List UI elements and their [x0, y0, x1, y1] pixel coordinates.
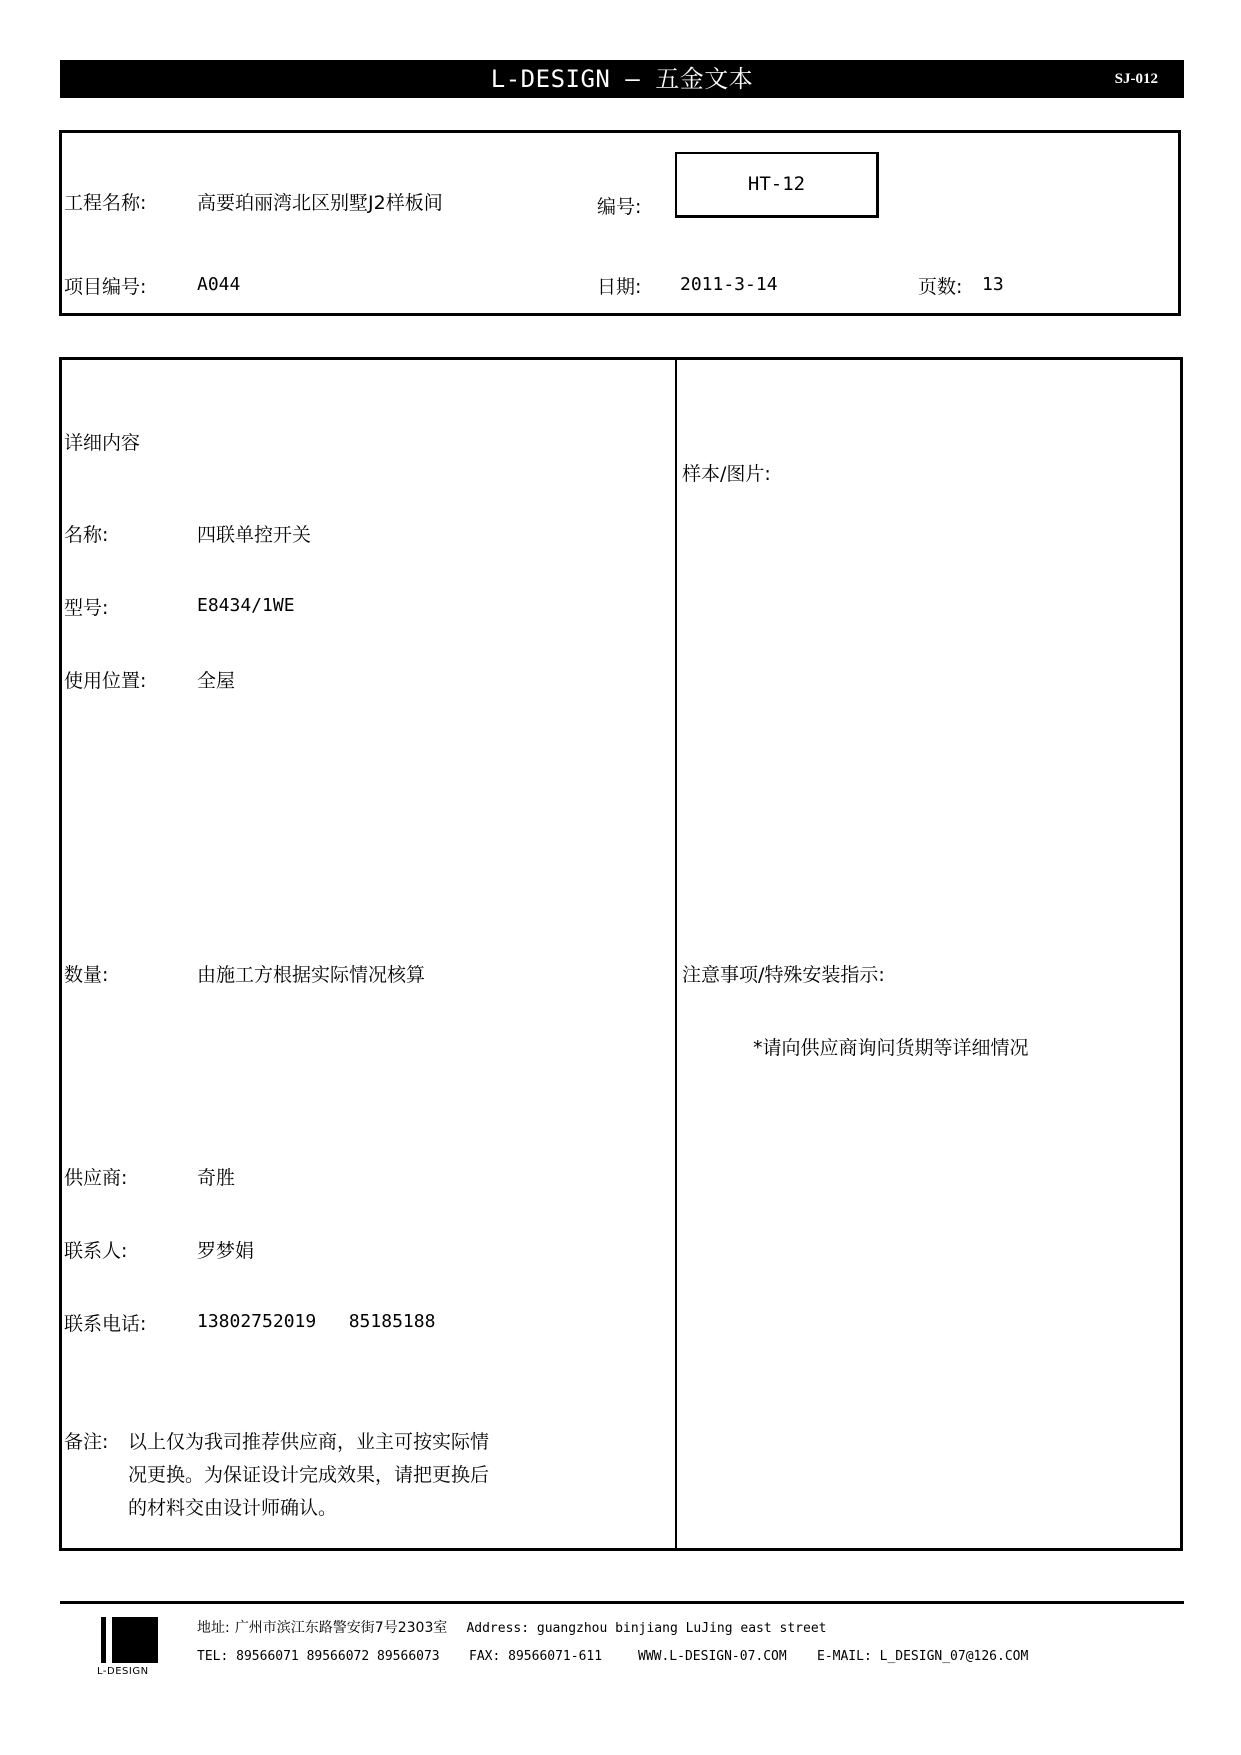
fax-text: FAX: 89566071-611 — [469, 1649, 603, 1664]
phone-label: 联系电话: — [64, 1313, 147, 1335]
pages-label: 页数: — [918, 276, 963, 298]
contact-value: 罗梦娟 — [197, 1240, 255, 1262]
number-label: 编号: — [597, 196, 642, 218]
document-code: SJ-012 — [1114, 71, 1158, 87]
notice-text: *请向供应商询问货期等详细情况 — [753, 1037, 1029, 1059]
pages-value: 13 — [982, 274, 1004, 295]
remark-line-1: 以上仅为我司推荐供应商，业主可按实际情 — [128, 1431, 490, 1453]
supplier-value: 奇胜 — [197, 1167, 236, 1189]
date-value: 2011-3-14 — [680, 274, 778, 295]
tel-text: TEL: 89566071 89566072 89566073 — [197, 1649, 440, 1664]
address-line — [197, 1617, 881, 1639]
name-value: 四联单控开关 — [197, 524, 312, 546]
name-label: 名称: — [64, 524, 109, 546]
project-name: 高要珀丽湾北区别墅J2样板间 — [197, 192, 443, 214]
notice-label: 注意事项/特殊安装指示: — [682, 964, 885, 986]
number-box: HT-12 — [675, 152, 879, 218]
logo-square — [112, 1617, 158, 1663]
title-bar — [60, 60, 1184, 98]
email-text: E-MAIL: L_DESIGN_07@126.COM — [817, 1649, 1029, 1664]
logo-bar — [101, 1617, 106, 1663]
address-english: Address: guangzhou binjiang LuJing east street — [466, 1621, 827, 1636]
remark-label: 备注: — [64, 1431, 109, 1453]
project-code: A044 — [197, 274, 241, 295]
logo-text: L-DESIGN — [97, 1666, 149, 1677]
remark-line-3: 的材料交由设计师确认。 — [128, 1497, 338, 1519]
remark-line-2: 况更换。为保证设计完成效果，请把更换后 — [128, 1464, 490, 1486]
project-code-label: 项目编号: — [64, 276, 147, 298]
quantity-label: 数量: — [64, 964, 109, 986]
website-text: WWW.L-DESIGN-07.COM — [638, 1649, 787, 1664]
footer-rule — [60, 1601, 1184, 1604]
address-label: 地址: — [197, 1620, 230, 1636]
sample-label: 样本/图片: — [682, 463, 771, 485]
details-section-label: 详细内容 — [64, 432, 141, 454]
phone-value: 13802752019 85185188 — [197, 1311, 436, 1332]
location-label: 使用位置: — [64, 670, 147, 692]
column-divider — [675, 357, 677, 1551]
address-value: 广州市滨江东路警安街7号2303室 — [234, 1620, 448, 1636]
supplier-label: 供应商: — [64, 1167, 128, 1189]
location-value: 全屋 — [197, 670, 236, 692]
contact-label: 联系人: — [64, 1240, 128, 1262]
project-name-label: 工程名称: — [64, 192, 147, 214]
quantity-value: 由施工方根据实际情况核算 — [197, 964, 426, 986]
date-label: 日期: — [597, 276, 642, 298]
document-title: L-DESIGN — 五金文本 — [490, 65, 754, 93]
model-label: 型号: — [64, 597, 109, 619]
model-value: E8434/1WE — [197, 595, 295, 616]
